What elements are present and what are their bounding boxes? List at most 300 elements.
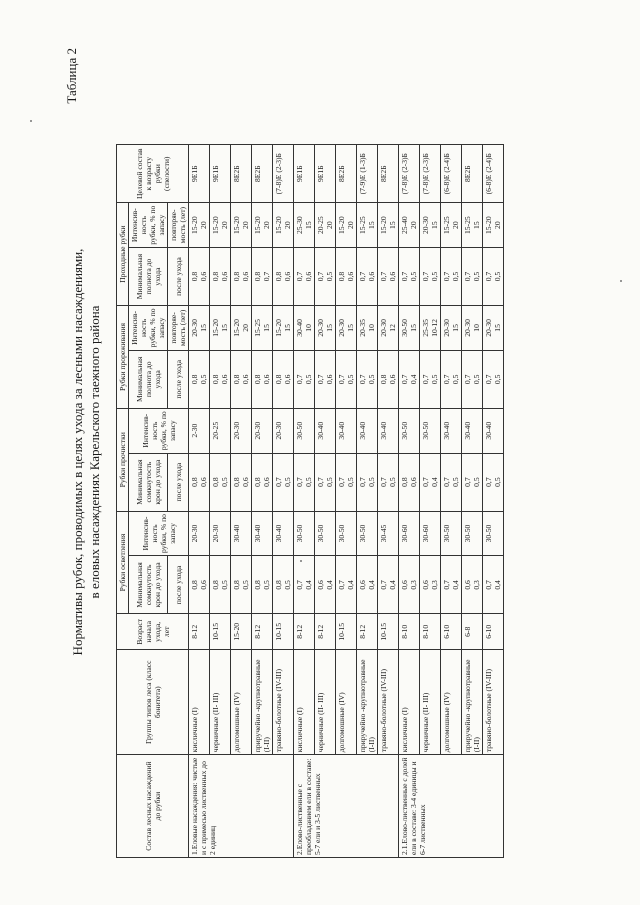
prr-int-cell — [441, 306, 462, 351]
pro-min-cell-value: 0,4 — [430, 477, 439, 487]
pro-min-cell-value: 0,8 — [211, 477, 220, 487]
prr-int-cell-value: 15-25 — [253, 319, 262, 337]
pas-int-cell — [483, 203, 504, 248]
pas-int-cell-value: 20 — [346, 221, 355, 229]
pas-min-cell-value: 0,6 — [346, 271, 355, 282]
group-cell: 1.Еловые насаждения: чистые и с примесью лиственных до 2 единиц — [189, 755, 294, 858]
target-cell: (7-8)Е (2-3)Б — [399, 145, 420, 203]
prr-int-cell-value: 15 — [493, 324, 502, 332]
prr-min-cell — [336, 350, 357, 408]
pro-min-cell — [336, 453, 357, 511]
prr-int-cell-value: 10-12 — [430, 319, 439, 337]
prr-int-cell-value: 15 — [409, 324, 418, 332]
osv-int-cell: 30-50 — [483, 511, 504, 556]
start-age-cell: 8-10 — [420, 614, 441, 650]
group-cell: 2.Елово-лиственные с преобладанием ели в составе: 5-7 ели и 3-5 лиственных — [294, 755, 399, 858]
pas-int-cell-value: 20 — [451, 221, 460, 229]
pas-int-cell — [294, 203, 315, 248]
header-composition: Состав лесных насаждений до рубки — [117, 755, 189, 858]
header-target: Целевой состав к возрасту рубки (спелости) — [117, 145, 189, 203]
table-row — [441, 49, 462, 858]
osv-int-cell: 30-50 — [462, 511, 483, 556]
start-age-cell: 10-15 — [378, 614, 399, 650]
prr-int-cell-value: 20-30 — [379, 319, 388, 337]
pas-int-cell-value: 15 — [304, 221, 313, 229]
pas-int-cell-value: 15-20 — [253, 216, 262, 234]
pas-int-cell — [210, 203, 231, 248]
pas-int-cell-value: 15-20 — [484, 216, 493, 234]
pas-min-cell-value: 0,7 — [484, 271, 493, 282]
scan-speck — [30, 120, 32, 122]
prr-min-cell — [399, 350, 420, 408]
osv-int-cell: 30-40 — [231, 511, 252, 556]
pro-min-cell-value: 0,5 — [367, 477, 376, 487]
pro-min-cell — [483, 453, 504, 511]
target-cell: (7-9)Е (1-3)Б — [357, 145, 378, 203]
pro-int-cell: 30-40 — [336, 408, 357, 453]
pas-int-cell-value: 20-25 — [316, 216, 325, 234]
prr-min-cell-value: 0,7 — [400, 374, 409, 385]
prr-int-cell-value: 20-30 — [463, 319, 472, 337]
prr-int-cell-value: 20-30 — [190, 319, 199, 337]
osv-int-cell: 30-50 — [294, 511, 315, 556]
header-intensity: Интенсив-ность рубки, % по запасу — [129, 203, 168, 248]
pas-int-cell-value: 20 — [199, 221, 208, 229]
pas-int-cell-value: 15 — [472, 221, 481, 229]
target-cell: 9Е1Б — [294, 145, 315, 203]
header-intensity: Интенсив-ность рубки, % по запасу — [129, 408, 189, 453]
pas-int-cell-value: 15 — [367, 221, 376, 229]
osv-int-cell: 30-40 — [252, 511, 273, 556]
target-cell: (6-8)Е (2-4)Б — [483, 145, 504, 203]
header-passage: Проходные рубки — [117, 203, 129, 306]
osv-min-cell — [315, 556, 336, 614]
pas-int-cell — [399, 203, 420, 248]
start-age-cell: 10-15 — [336, 614, 357, 650]
pro-int-cell: 30-40 — [378, 408, 399, 453]
header-min-closure: Минимальная сомкнутость крон до ухода — [129, 453, 168, 511]
pas-int-cell-value: 15-20 — [211, 216, 220, 234]
osv-int-cell: 30-50 — [315, 511, 336, 556]
forest-type-cell: кисличные (I) — [399, 650, 420, 755]
osv-min-cell-value: 0,8 — [232, 580, 241, 590]
prr-int-cell — [189, 306, 210, 351]
prr-int-cell-value: 20 — [241, 324, 250, 332]
pro-min-cell-value: 0,6 — [241, 477, 250, 487]
prr-int-cell-value: 30-50 — [400, 319, 409, 337]
osv-min-cell-value: 0,5 — [220, 580, 229, 590]
forest-type-cell: черничные (II- III) — [315, 650, 336, 755]
prr-min-cell — [231, 350, 252, 408]
pas-min-cell-value: 0,5 — [409, 271, 418, 282]
table-row — [336, 49, 357, 858]
prr-min-cell-value: 0,6 — [262, 374, 271, 385]
osv-min-cell — [441, 556, 462, 614]
header-intensity: Интенсив-ность рубки, % по запасу — [129, 511, 189, 556]
pas-min-cell-value: 0,5 — [451, 271, 460, 282]
pas-int-cell-value: 15-25 — [442, 216, 451, 234]
prr-min-cell-value: 0,6 — [241, 374, 250, 385]
osv-min-cell-value: 0,3 — [430, 580, 439, 590]
pro-min-cell-value: 0,5 — [451, 477, 460, 487]
prr-int-cell — [273, 306, 294, 351]
pas-min-cell-value: 0,7 — [295, 271, 304, 282]
pas-int-cell-value: 15-20 — [190, 216, 199, 234]
header-after-care: после ухода — [168, 556, 189, 614]
prr-int-cell — [399, 306, 420, 351]
osv-min-cell — [273, 556, 294, 614]
prr-int-cell-value: 20-30 — [442, 319, 451, 337]
prr-int-cell — [378, 306, 399, 351]
header-after-care: после ухода — [168, 453, 189, 511]
prr-int-cell-value: 15 — [220, 324, 229, 332]
pas-min-cell-value: 0,7 — [400, 271, 409, 282]
prr-int-cell-value: 25-35 — [421, 319, 430, 337]
osv-min-cell-value: 0,6 — [463, 580, 472, 590]
pas-min-cell — [357, 247, 378, 305]
pro-min-cell-value: 0,6 — [409, 477, 418, 487]
pas-int-cell — [378, 203, 399, 248]
prr-min-cell-value: 0,7 — [316, 374, 325, 385]
pas-min-cell-value: 0,6 — [199, 271, 208, 282]
norms-table — [116, 48, 504, 858]
prr-int-cell-value: 20-30 — [484, 319, 493, 337]
pro-int-cell: 30-50 — [294, 408, 315, 453]
prr-int-cell-value: 20-35 — [358, 319, 367, 337]
prr-min-cell-value: 0,6 — [220, 374, 229, 385]
osv-min-cell-value: 0,7 — [442, 580, 451, 590]
pro-min-cell — [210, 453, 231, 511]
pro-min-cell-value: 0,8 — [190, 477, 199, 487]
forest-type-cell: долгомошные (IV) — [231, 650, 252, 755]
pro-min-cell-value: 0,6 — [262, 477, 271, 487]
prr-min-cell — [273, 350, 294, 408]
pro-min-cell — [441, 453, 462, 511]
forest-type-cell: долгомошные (IV) — [336, 650, 357, 755]
pas-min-cell-value: 0,5 — [430, 271, 439, 282]
header-intensity: Интенсив-ность рубки, % по запасу — [129, 306, 168, 351]
table-row — [294, 49, 315, 858]
prr-int-cell-value: 15 — [283, 324, 292, 332]
pas-int-cell-value: 20 — [262, 221, 271, 229]
pro-min-cell-value: 0,5 — [283, 477, 292, 487]
prr-int-cell-value: 15-20 — [274, 319, 283, 337]
osv-int-cell: 30-60 — [399, 511, 420, 556]
osv-min-cell-value: 0,4 — [451, 580, 460, 590]
pas-int-cell — [357, 203, 378, 248]
target-cell: 8Е2Б — [231, 145, 252, 203]
pas-min-cell-value: 0,6 — [241, 271, 250, 282]
forest-type-cell: кисличные (I) — [294, 650, 315, 755]
osv-min-cell-value: 0,6 — [316, 580, 325, 590]
pas-min-cell-value: 0,7 — [463, 271, 472, 282]
pas-min-cell-value: 0,5 — [493, 271, 502, 282]
pas-int-cell-value: 20 — [409, 221, 418, 229]
prr-min-cell — [483, 350, 504, 408]
pas-int-cell — [420, 203, 441, 248]
osv-min-cell-value: 0,4 — [346, 580, 355, 590]
pas-int-cell-value: 20 — [241, 221, 250, 229]
target-cell: 8Е2Б — [462, 145, 483, 203]
osv-min-cell — [252, 556, 273, 614]
pas-min-cell — [231, 247, 252, 305]
pro-min-cell-value: 0,7 — [358, 477, 367, 487]
osv-min-cell-value: 0,7 — [484, 580, 493, 590]
pro-min-cell-value: 0,7 — [316, 477, 325, 487]
pro-int-cell: 20-30 — [231, 408, 252, 453]
pas-int-cell-value: 20-30 — [421, 216, 430, 234]
header-min-closure: Минимальная сомкнутость крон до ухода — [129, 556, 168, 614]
prr-int-cell — [357, 306, 378, 351]
pas-min-cell-value: 0,8 — [253, 271, 262, 282]
pas-min-cell — [210, 247, 231, 305]
pro-min-cell — [231, 453, 252, 511]
osv-min-cell-value: 0,6 — [199, 580, 208, 590]
prr-min-cell-value: 0,5 — [304, 374, 313, 385]
header-clarification: Рубки осветления — [117, 511, 129, 614]
pas-int-cell-value: 15-20 — [274, 216, 283, 234]
osv-min-cell-value: 0,8 — [211, 580, 220, 590]
pro-min-cell-value: 0,7 — [379, 477, 388, 487]
start-age-cell: 6-10 — [441, 614, 462, 650]
prr-min-cell — [189, 350, 210, 408]
osv-min-cell — [357, 556, 378, 614]
prr-int-cell — [231, 306, 252, 351]
prr-int-cell-value: 20-30 — [316, 319, 325, 337]
prr-int-cell-value: 12 — [388, 324, 397, 332]
pas-min-cell-value: 0,8 — [274, 271, 283, 282]
osv-min-cell-value: 0,5 — [283, 580, 292, 590]
prr-min-cell-value: 0,8 — [274, 374, 283, 385]
table-row — [210, 49, 231, 858]
prr-int-cell-value: 15-20 — [211, 319, 220, 337]
pro-min-cell — [315, 453, 336, 511]
table-row — [378, 49, 399, 858]
pas-int-cell-value: 20 — [325, 221, 334, 229]
table-row — [483, 49, 504, 858]
target-cell: (7-8)Е (2-3)Б — [420, 145, 441, 203]
prr-min-cell-value: 0,5 — [451, 374, 460, 385]
table-row — [357, 49, 378, 858]
osv-min-cell-value: 0,4 — [388, 580, 397, 590]
table-body — [189, 49, 504, 858]
prr-min-cell — [441, 350, 462, 408]
prr-min-cell — [420, 350, 441, 408]
table-label: Таблица 2 — [64, 48, 79, 104]
prr-int-cell-value: 10 — [304, 324, 313, 332]
header-start-age: Возраст начала ухода, лет — [117, 614, 189, 650]
forest-type-cell: черничные (II- III) — [210, 650, 231, 755]
pas-int-cell — [273, 203, 294, 248]
scan-speck — [300, 560, 302, 562]
target-cell: 9Е1Б — [189, 145, 210, 203]
prr-min-cell — [294, 350, 315, 408]
table-row — [462, 49, 483, 858]
pas-min-cell-value: 0,6 — [283, 271, 292, 282]
pas-min-cell-value: 0,6 — [304, 271, 313, 282]
pas-int-cell — [315, 203, 336, 248]
osv-min-cell — [336, 556, 357, 614]
pas-int-cell-value: 15-20 — [379, 216, 388, 234]
pro-min-cell — [294, 453, 315, 511]
pro-int-cell: 30-40 — [462, 408, 483, 453]
prr-min-cell-value: 0,8 — [232, 374, 241, 385]
pas-min-cell — [273, 247, 294, 305]
pas-min-cell-value: 0,8 — [211, 271, 220, 282]
pas-int-cell — [462, 203, 483, 248]
prr-min-cell — [462, 350, 483, 408]
osv-int-cell: 30-40 — [273, 511, 294, 556]
pro-min-cell — [189, 453, 210, 511]
start-age-cell: 8-12 — [189, 614, 210, 650]
pas-int-cell-value: 25-30 — [295, 216, 304, 234]
pro-int-cell: 30-40 — [357, 408, 378, 453]
pro-min-cell-value: 0,5 — [472, 477, 481, 487]
header-after-care: после ухода — [168, 247, 189, 305]
pro-min-cell-value: 0,5 — [304, 477, 313, 487]
osv-min-cell-value: 0,5 — [262, 580, 271, 590]
forest-type-cell: травяно-болотные (IV-III) — [483, 650, 504, 755]
pro-min-cell — [462, 453, 483, 511]
osv-min-cell-value: 0,7 — [295, 580, 304, 590]
osv-int-cell: 20-30 — [210, 511, 231, 556]
osv-int-cell: 30-60 — [420, 511, 441, 556]
target-cell: (7-8)Е (2-3)Б — [273, 145, 294, 203]
pas-int-cell-value: 15-20 — [232, 216, 241, 234]
prr-min-cell-value: 0,8 — [253, 374, 262, 385]
prr-int-cell-value: 15 — [325, 324, 334, 332]
pas-min-cell-value: 0,6 — [367, 271, 376, 282]
prr-min-cell-value: 0,5 — [472, 374, 481, 385]
forest-type-cell: долгомошные (IV) — [441, 650, 462, 755]
forest-type-cell: приручейно -крупнотравные (I-II) — [357, 650, 378, 755]
prr-int-cell-value: 15-20 — [232, 319, 241, 337]
prr-min-cell-value: 0,6 — [283, 374, 292, 385]
pro-min-cell-value: 0,7 — [484, 477, 493, 487]
osv-min-cell — [189, 556, 210, 614]
group-cell: 2.1.Елово-лиственные с долей ели в составе: 3-4 единицы и 6-7 лиственных — [399, 755, 504, 858]
pas-int-cell-value: 15-25 — [463, 216, 472, 234]
pro-min-cell-value: 0,5 — [388, 477, 397, 487]
target-cell: 8Е2Б — [336, 145, 357, 203]
osv-min-cell — [483, 556, 504, 614]
pas-min-cell-value: 0,5 — [325, 271, 334, 282]
prr-min-cell-value: 0,7 — [463, 374, 472, 385]
prr-min-cell-value: 0,5 — [199, 374, 208, 385]
pro-int-cell: 30-50 — [399, 408, 420, 453]
prr-min-cell-value: 0,7 — [421, 374, 430, 385]
rotated-content — [54, 42, 640, 862]
start-age-cell: 8-10 — [399, 614, 420, 650]
pas-int-cell-value: 15-25 — [358, 216, 367, 234]
pas-min-cell — [336, 247, 357, 305]
prr-min-cell-value: 0,8 — [190, 374, 199, 385]
table-title-line1: Нормативы рубок, проводимых в целях ухода за лесными насаждениями, — [70, 248, 85, 656]
prr-int-cell-value: 15 — [451, 324, 460, 332]
pas-int-cell — [441, 203, 462, 248]
table-row — [420, 49, 441, 858]
osv-int-cell: 20-30 — [189, 511, 210, 556]
pro-int-cell: 30-40 — [441, 408, 462, 453]
pas-min-cell-value: 0,7 — [421, 271, 430, 282]
pas-min-cell-value: 0,8 — [232, 271, 241, 282]
prr-min-cell-value: 0,7 — [358, 374, 367, 385]
forest-type-cell: черничные (II- III) — [420, 650, 441, 755]
target-cell: 8Е2Б — [252, 145, 273, 203]
prr-min-cell — [357, 350, 378, 408]
scan-speck — [620, 280, 622, 282]
pas-int-cell-value: 20 — [220, 221, 229, 229]
pro-min-cell-value: 0,5 — [220, 477, 229, 487]
osv-min-cell-value: 0,7 — [337, 580, 346, 590]
pro-min-cell — [357, 453, 378, 511]
prr-min-cell-value: 0,7 — [484, 374, 493, 385]
osv-min-cell — [420, 556, 441, 614]
table-row — [315, 49, 336, 858]
pas-min-cell — [189, 247, 210, 305]
pro-min-cell-value: 0,5 — [325, 477, 334, 487]
start-age-cell: 8-12 — [315, 614, 336, 650]
prr-min-cell — [378, 350, 399, 408]
pro-int-cell: 2-30 — [189, 408, 210, 453]
forest-type-cell: травяно-болотные (IV-III) — [378, 650, 399, 755]
pas-min-cell — [420, 247, 441, 305]
prr-int-cell-value: 20-30 — [337, 319, 346, 337]
pas-min-cell — [252, 247, 273, 305]
osv-min-cell — [294, 556, 315, 614]
pro-min-cell-value: 0,8 — [400, 477, 409, 487]
prr-int-cell-value: 30-40 — [295, 319, 304, 337]
start-age-cell: 15-20 — [231, 614, 252, 650]
start-age-cell: 10-15 — [273, 614, 294, 650]
prr-int-cell — [483, 306, 504, 351]
pro-min-cell-value: 0,7 — [442, 477, 451, 487]
osv-min-cell-value: 0,4 — [325, 580, 334, 590]
pas-min-cell-value: 0,7 — [442, 271, 451, 282]
header-thinning: Рубки прореживания — [117, 306, 129, 409]
prr-int-cell — [210, 306, 231, 351]
prr-int-cell-value: 10 — [367, 324, 376, 332]
header-repeat: повторяе-мость (лет) — [168, 306, 189, 351]
header-repeat: повторяе-мость (лет) — [168, 203, 189, 248]
pro-min-cell-value: 0,7 — [295, 477, 304, 487]
osv-int-cell: 30-50 — [336, 511, 357, 556]
prr-min-cell-value: 0,7 — [295, 374, 304, 385]
pro-int-cell: 20-30 — [273, 408, 294, 453]
osv-min-cell-value: 0,4 — [304, 580, 313, 590]
prr-int-cell-value: 10 — [472, 324, 481, 332]
pro-min-cell-value: 0,5 — [493, 477, 502, 487]
prr-int-cell-value: 15 — [199, 324, 208, 332]
start-age-cell: 6-10 — [483, 614, 504, 650]
target-cell: (6-8)Е (2-4)Б — [441, 145, 462, 203]
osv-min-cell — [231, 556, 252, 614]
pas-int-cell — [252, 203, 273, 248]
prr-min-cell — [252, 350, 273, 408]
prr-min-cell-value: 0,7 — [442, 374, 451, 385]
prr-int-cell — [336, 306, 357, 351]
pro-min-cell-value: 0,7 — [337, 477, 346, 487]
prr-int-cell — [420, 306, 441, 351]
osv-min-cell-value: 0,4 — [493, 580, 502, 590]
prr-int-cell — [294, 306, 315, 351]
osv-int-cell: 30-50 — [441, 511, 462, 556]
pro-min-cell — [399, 453, 420, 511]
table-row — [231, 49, 252, 858]
osv-min-cell-value: 0,6 — [400, 580, 409, 590]
table-row — [252, 49, 273, 858]
osv-min-cell — [378, 556, 399, 614]
